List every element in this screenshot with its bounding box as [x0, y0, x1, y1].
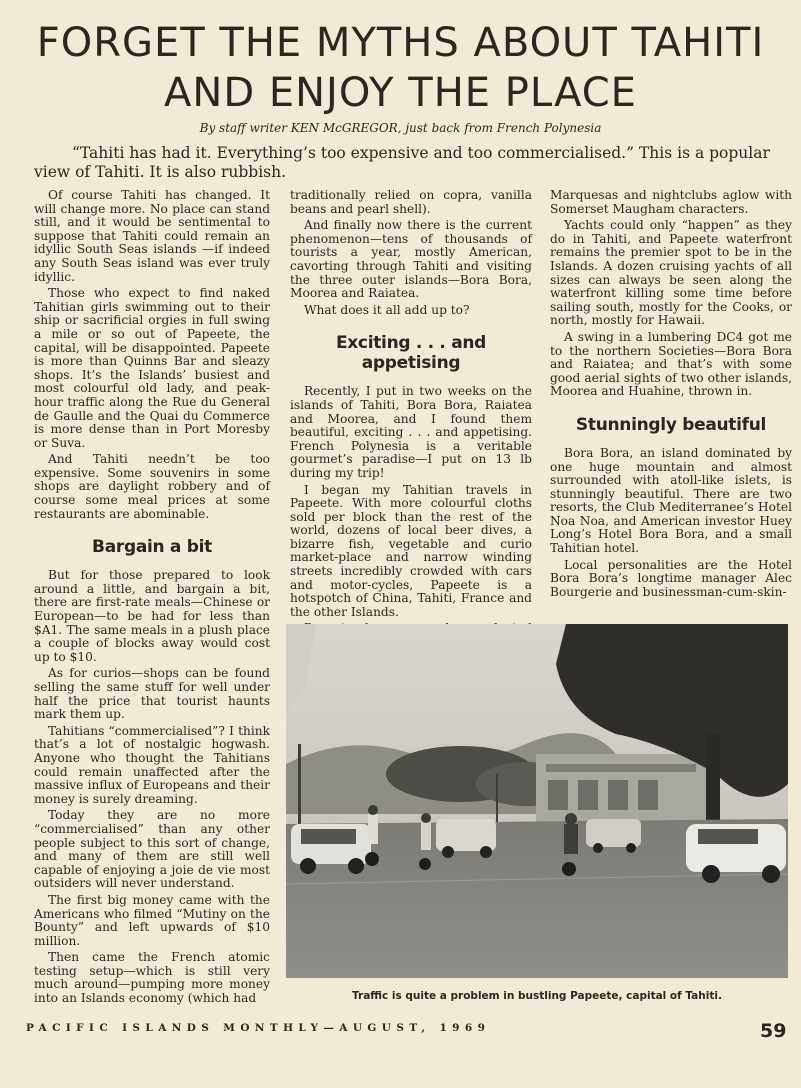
- headline-line-2: AND ENJOY THE PLACE: [164, 70, 637, 116]
- paragraph: But for those prepared to look around a little, and bargain a bit, there are first-rate meals—Chinese or European—to be had for less than $A1. The same meals in a plush place a couple of blocks away would cost up to $10.: [34, 568, 270, 664]
- headline: [20, 18, 781, 118]
- column-1: [34, 189, 270, 1009]
- paragraph: Of course Tahiti has changed. It will change more. No place can stand still, and it would be sentimental to suppose that Tahiti could remain an idyllic South Seas islands —if indeed any South Seas island was ever truly idyllic.: [34, 188, 270, 284]
- paragraph: Bora Bora, an island dominated by one huge mountain and almost surrounded with atoll-like islets, is stunningly beautiful. There are two resorts, the Club Mediterranee’s Hotel Noa Noa, and American investor Huey Long’s Hotel Bora Bora, and a small Tahitian hotel.: [550, 445, 792, 556]
- standfirst: [34, 144, 794, 182]
- paragraph: A swing in a lumbering DC4 got me to the northern Societies—Bora Bora and Raiatea; and that’s with some good aerial sights of two other islands, Moorea and Huahine, thrown in.: [550, 329, 792, 399]
- paragraph: And finally now there is the current phenomenon—tens of thousands of tourists a year, mostly American, cavorting through Tahiti and visiting the three outer islands—Bora Bora, Moorea and Raiatea.: [290, 218, 532, 301]
- paragraph: Local personalities are the Hotel Bora Bora’s longtime manager Alec Bourgerie and businessman-cum-skin-: [550, 557, 792, 599]
- footer-masthead: PACIFIC ISLANDS MONTHLY—AUGUST, 1969: [26, 1022, 491, 1034]
- paragraph: The first big money came with the Americans who filmed “Mutiny on the Bounty” and left upwards of $10 million.: [34, 892, 270, 948]
- column-2: [290, 189, 532, 653]
- paragraph: What does it all add up to?: [304, 302, 470, 317]
- subheading-stunning: Stunningly beautiful: [575, 414, 767, 435]
- byline: By staff writer KEN McGREGOR, just back from French Polynesia: [199, 121, 602, 135]
- street-photo: [286, 624, 788, 978]
- paragraph: Tahitians “commercialised”? I think that’s a lot of nostalgic hogwash. Anyone who thought the Tahitians could remain unaffected after the massive influx of Europeans and their money is surely dreaming.: [34, 723, 270, 806]
- standfirst-text: “Tahiti has had it. Everything’s too expensive and too commercialised.” This is a popular view of Tahiti. It is also rubbish.: [34, 144, 770, 181]
- headline-line-1: FORGET THE MYTHS ABOUT TAHITI: [36, 20, 765, 66]
- paragraph: I began my Tahitian travels in Papeete. With more colourful cloths sold per block than the rest of the world, dozens of local beer dives, a bizarre fish, vegetable and curio market-place and narrow winding streets incredibly crowded with cars and motor-cycles, Papeete is a hotspotch of China, Tahiti, France and the other Islands.: [290, 482, 532, 619]
- paragraph: traditionally relied on copra, vanilla beans and pearl shell).: [290, 188, 532, 216]
- paragraph: Those who expect to find naked Tahitian girls swimming out to their ship or sacrificial orgies in full swing a mile or so out of Papeete, the capital, will be disappointed. Papeete is more than Quinns Bar and sleazy shops. It’s the Islands’ busiest and most colourful old lady, and peak-hour traffic along the Rue du General de Gaulle and the Quai du Commerce is more dense than in Port Moresby or Suva.: [34, 286, 270, 450]
- column-3: [550, 189, 792, 602]
- paragraph: Recently, I put in two weeks on the islands of Tahiti, Bora Bora, Raiatea and Moorea, and I found them beautiful, exciting . . . and appetising. French Polynesia is a veritable gourmet’s paradise—I put on 13 lb during my trip!: [290, 384, 532, 480]
- paragraph: As for curios—shops can be found selling the same stuff for well under half the price that tourist haunts mark them up.: [34, 666, 270, 722]
- paragraph: Today they are no more “commercialised” than any other people subject to this sort of change, and many of them are still well capable of enjoying a joie de vie most outsiders will never understand.: [34, 808, 270, 891]
- paragraph: Yachts could only “happen” as they do in Tahiti, and Papeete waterfront remains the premier spot to be in the Islands. A dozen cruising yachts of all sizes can always be seen along the waterfront killing some time before sailing south, mostly for the Cooks, or north, mostly for Hawaii.: [550, 218, 792, 328]
- page-number: 59: [760, 1020, 787, 1042]
- subheading-bargain: Bargain a bit: [92, 537, 212, 558]
- paragraph: Then came the French atomic testing setup—which is still very much around—pumping more money into an Islands economy (which had: [34, 950, 270, 1006]
- photo-caption: Traffic is quite a problem in bustling Papeete, capital of Tahiti.: [352, 990, 722, 1002]
- subheading-exciting: Exciting . . . and appetising: [335, 333, 487, 374]
- paragraph: Marquesas and nightclubs aglow with Somerset Maugham characters.: [550, 188, 792, 216]
- paragraph: And Tahiti needn’t be too expensive. Some souvenirs in some shops are daylight robbery and of course some meal prices at some restaurants are abominable.: [34, 452, 270, 521]
